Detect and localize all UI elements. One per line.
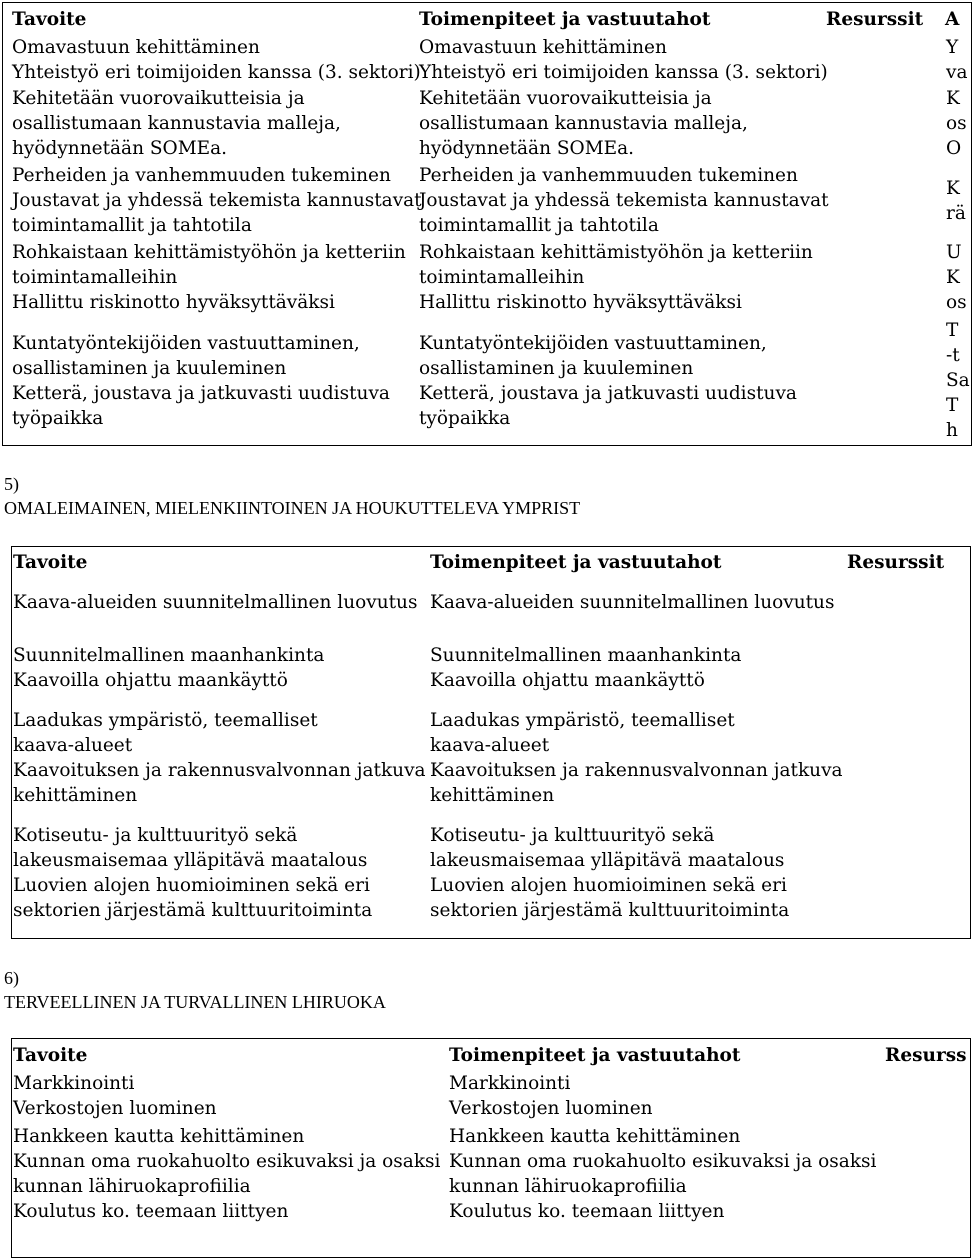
table1-col4-fragment: K [946, 267, 960, 288]
table6-col1-line: Koulutus ko. teemaan liittyen [13, 1201, 289, 1222]
table5-header-goal: Tavoite [13, 552, 88, 573]
table5-col1-line: Luovien alojen huomioiminen sekä eri [13, 875, 370, 896]
table5-col1-line: Kotiseutu- ja kulttuurityö sekä [13, 825, 298, 846]
table1-col1-line: Rohkaistaan kehittämistyöhön ja ketteriin [12, 242, 406, 263]
table6-col2-line: Hankkeen kautta kehittäminen [449, 1126, 741, 1147]
table5-col2-line: Kaavoituksen ja rakennusvalvonnan jatkuva [430, 760, 843, 781]
table6-col2-line: kunnan lähiruokaprofiilia [449, 1176, 687, 1197]
table6-col1-line: Hankkeen kautta kehittäminen [13, 1126, 305, 1147]
table6-col2-line: Verkostojen luominen [449, 1098, 653, 1119]
table6-header-goal: Tavoite [13, 1045, 88, 1066]
table1-col2-line: Ketterä, joustava ja jatkuvasti uudistuva [419, 383, 797, 404]
table5-col2-line: Laadukas ympäristö, teemalliset [430, 710, 735, 731]
table1-col2-line: Omavastuun kehittäminen [419, 37, 667, 58]
table1-col2-line: Rohkaistaan kehittämistyöhön ja ketteriin [419, 242, 813, 263]
table5-col1-line: Kaava-alueiden suunnitelmallinen luovutus [13, 592, 418, 613]
table5-col2-line: Kaava-alueiden suunnitelmallinen luovutus [430, 592, 835, 613]
table1-col4-fragment: T [946, 395, 959, 416]
table1-col4-fragment: rä [946, 203, 966, 224]
table1-col1-line: Hallittu riskinotto hyväksyttäväksi [12, 292, 335, 313]
table6-col2-line: Kunnan oma ruokahuolto esikuvaksi ja osaksi [449, 1151, 877, 1172]
table1-col1-line: toimintamalleihin [12, 267, 178, 288]
table5-col2-line: Luovien alojen huomioiminen sekä eri [430, 875, 787, 896]
table1-col4-fragment: os [946, 292, 967, 313]
table5-col1-line: sektorien järjestämä kulttuuritoiminta [13, 900, 373, 921]
table1-col1-line: Kehitetään vuorovaikutteisia ja [12, 88, 305, 109]
table6-header-resources: Resurss [885, 1045, 967, 1066]
table5-col2-line: lakeusmaisemaa ylläpitävä maatalous [430, 850, 785, 871]
table1-header-resources: Resurssit [826, 9, 924, 30]
table1-col1-line: Joustavat ja yhdessä tekemista kannustavat [12, 190, 422, 211]
table6-col1-line: Markkinointi [13, 1073, 135, 1094]
table1-col1-line: toimintamallit ja tahtotila [12, 215, 252, 236]
table1-col2-line: toimintamallit ja tahtotila [419, 215, 659, 236]
section5-number: 5) [4, 474, 19, 494]
table1-col1-line: Yhteistyö eri toimijoiden kanssa (3. sektori) [12, 62, 421, 83]
table5-col2-line: Kotiseutu- ja kulttuurityö sekä [430, 825, 715, 846]
table1-col4-fragment: -t [946, 345, 960, 366]
table5-col1-line: lakeusmaisemaa ylläpitävä maatalous [13, 850, 368, 871]
table1-col1-line: Ketterä, joustava ja jatkuvasti uudistuva [12, 383, 390, 404]
table5-col2-line: Kaavoilla ohjattu maankäyttö [430, 670, 705, 691]
table6-col1-line: Kunnan oma ruokahuolto esikuvaksi ja osaksi [13, 1151, 441, 1172]
table1-col4-fragment: va [946, 62, 968, 83]
table5-col1-line: Kaavoilla ohjattu maankäyttö [13, 670, 288, 691]
table1-col2-line: osallistaminen ja kuuleminen [419, 358, 694, 379]
table5-col2-line: kaava-alueet [430, 735, 550, 756]
table1-col4-fragment: T [946, 320, 959, 341]
table1-col4-fragment: os [946, 113, 967, 134]
table6-col1-line: kunnan lähiruokaprofiilia [13, 1176, 251, 1197]
table1-col2-line: Hallittu riskinotto hyväksyttäväksi [419, 292, 742, 313]
table1-col4-fragment: K [946, 178, 960, 199]
table1-col2-line: osallistumaan kannustavia malleja, [419, 113, 748, 134]
table5-col2-line: Suunnitelmallinen maanhankinta [430, 645, 742, 666]
table5-col1-line: Suunnitelmallinen maanhankinta [13, 645, 325, 666]
table1-col4-fragment: Sa [946, 370, 970, 391]
table1-col4-fragment: O [946, 138, 962, 159]
table5-col1-line: Kaavoituksen ja rakennusvalvonnan jatkuva [13, 760, 426, 781]
table1-col2-line: Yhteistyö eri toimijoiden kanssa (3. sektori) [419, 62, 828, 83]
table1-col1-line: Kuntatyöntekijöiden vastuuttaminen, [12, 333, 360, 354]
table1-header-goal: Tavoite [12, 9, 87, 30]
table1-col2-line: Kuntatyöntekijöiden vastuuttaminen, [419, 333, 767, 354]
table1-col1-line: työpaikka [12, 408, 104, 429]
table1-col4-fragment: U [946, 242, 962, 263]
table1-col1-line: Omavastuun kehittäminen [12, 37, 260, 58]
table1-col1-line: osallistumaan kannustavia malleja, [12, 113, 341, 134]
table1-col1-line: Perheiden ja vanhemmuuden tukeminen [12, 165, 391, 186]
table1-col2-line: Joustavat ja yhdessä tekemista kannustavat [419, 190, 829, 211]
table1-col4-fragment: Y [946, 37, 959, 58]
table1-col2-line: Kehitetään vuorovaikutteisia ja [419, 88, 712, 109]
table1-header-actions: Toimenpiteet ja vastuutahot [419, 9, 711, 30]
section6-title: TERVEELLINEN JA TURVALLINEN LHIRUOKA [4, 992, 386, 1012]
table5-col1-line: kaava-alueet [13, 735, 133, 756]
table5-col1-line: Laadukas ympäristö, teemalliset [13, 710, 318, 731]
table6-col1-line: Verkostojen luominen [13, 1098, 217, 1119]
table1-col1-line: hyödynnetään SOMEa. [12, 138, 228, 159]
table5-col1-line: kehittäminen [13, 785, 138, 806]
table1-col2-line: toimintamalleihin [419, 267, 585, 288]
section5-title: OMALEIMAINEN, MIELENKIINTOINEN JA HOUKUTTELEVA YMPRIST [4, 498, 581, 518]
table5-header-actions: Toimenpiteet ja vastuutahot [430, 552, 722, 573]
table1-col2-line: Perheiden ja vanhemmuuden tukeminen [419, 165, 798, 186]
table1-col4-fragment: h [946, 420, 958, 441]
table1-header-col4: A [945, 9, 960, 30]
table5-col2-line: kehittäminen [430, 785, 555, 806]
table1-col2-line: hyödynnetään SOMEa. [419, 138, 635, 159]
table5-header-resources: Resurssit [847, 552, 945, 573]
table6-col2-line: Koulutus ko. teemaan liittyen [449, 1201, 725, 1222]
table6-header-actions: Toimenpiteet ja vastuutahot [449, 1045, 741, 1066]
table5-col2-line: sektorien järjestämä kulttuuritoiminta [430, 900, 790, 921]
table1-col4-fragment: K [946, 88, 960, 109]
table6-col2-line: Markkinointi [449, 1073, 571, 1094]
table1-col2-line: työpaikka [419, 408, 511, 429]
table1-col1-line: osallistaminen ja kuuleminen [12, 358, 287, 379]
section6-number: 6) [4, 968, 19, 988]
